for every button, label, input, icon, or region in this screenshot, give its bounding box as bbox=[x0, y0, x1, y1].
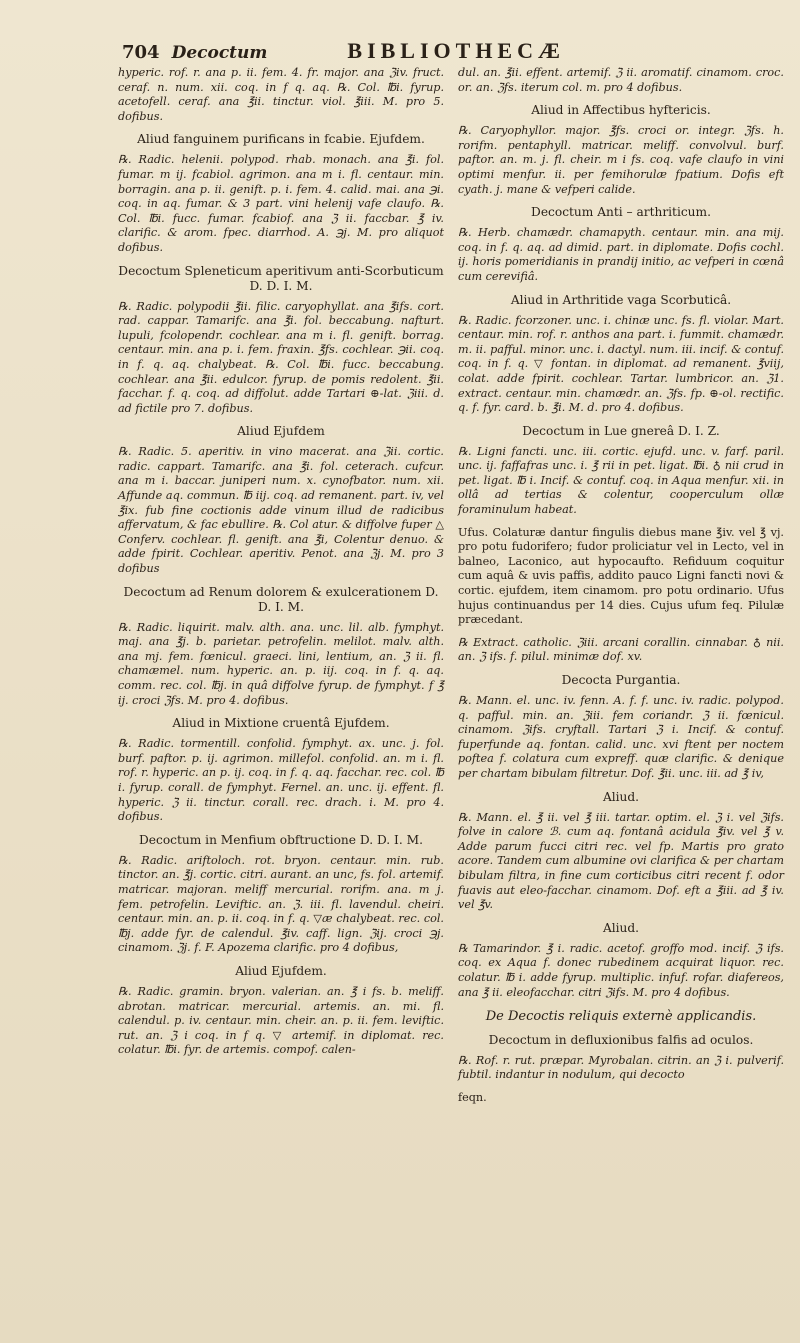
book-title: BIBLIOTHECÆ bbox=[347, 38, 565, 63]
recipe-heading: Decoctum Spleneticum aperitivum anti-Scorbuticum D. D. I. M. bbox=[118, 263, 444, 293]
running-head: Decoctum bbox=[171, 43, 268, 63]
recipe-text: ℞. Radic. liquirit. malv. alth. ana. unc. lil. alb. fymphyt. maj. ana ℥j. b. parietar. petrofelin. melilot. malv. alth. ana mj. fem. fœnicul. graeci. lini, lentium, an. ℨ ii. fl. chamæmel. num. hyperic. an. p. iij. coq. in f. q. aq. comm. rec. col. ℔j. in quâ diffolve fyrup. de fymphyt. f ℥ ij. croci ℨfs. M. pro 4. dofibus. bbox=[118, 620, 444, 707]
page-number: 704 bbox=[122, 42, 160, 63]
recipe-text: ℞. Radic. fcorzoner. unc. i. chinæ unc. fs. fl. violar. Mart. centaur. min. rof. r. anthos ana part. i. fummit. chamædr. m. ii. pafful. minor. unc. i. dactyl. num. iii. incif. & contuf. coq. in f. q. ▽ fontan. in diplomat. ad remanent. ℥viij, colat. adde fpirit. cochlear. Tartar. lumbricor. an. ℨ1. extract. centaur. min. chamædr. an. ℨfs. fp. ⊕-ol. rectific. q. f. fyr. card. b. ℥i. M. d. pro 4. dofibus. bbox=[458, 313, 784, 415]
recipe-heading: Aliud in Mixtione cruentâ Ejufdem. bbox=[172, 716, 390, 731]
recipe-text: ℞. Radic. tormentill. confolid. fymphyt. ax. unc. j. fol. burf. paftor. p. ij. agrimon. millefol. confolid. an. m i. fl. rof. r. hyperic. an p. ij. coq. in f. q. aq. facchar. rec. col. ℔ i. fyrup. corall. de fymphyt. Fernel. an. unc. ij. effent. fl. hyperic. ℨ ii. tinctur. corall. rec. drach. i. M. pro 4. dofibus. bbox=[118, 737, 444, 824]
recipe-heading: Decoctum in Menfium obftructione D. D. I. M. bbox=[139, 832, 423, 847]
recipe-heading: Aliud Ejufdem bbox=[237, 424, 325, 439]
recipe-heading: Aliud Ejufdem. bbox=[235, 963, 327, 978]
recipe-heading: Aliud in Affectibus hyftericis. bbox=[531, 103, 711, 118]
recipe-heading: Decoctum in Lue gnereâ D. I. Z. bbox=[522, 423, 720, 438]
recipe-text: ℞. Rof. r. rut. præpar. Myrobalan. citrin. an ℨ i. pulverif. fubtil. indantur in nodulum, qui decocto bbox=[458, 1053, 784, 1082]
recipe-text: ℞. Ligni fancti. unc. iii. cortic. ejufd. unc. v. farf. paril. unc. ij. faffafras unc. i. ℥ rii in pet. ligat. ℔i. ♁ nii crud in pet. ligat. ℔ i. Incif. & contuf. coq. in Aqua menfur. xii. in ollâ ad tertias & colentur, cooperculum ollæ foraminulum habeat. bbox=[458, 444, 784, 517]
recipe-heading: Decocta Purgantia. bbox=[561, 673, 681, 687]
recipe-text: ℞ Tamarindor. ℥ i. radic. acetof. groffo mod. incif. ℨ ifs. coq. ex Aqua f. donec rubedinem acquirat liquor. rec. colatur. ℔ i. adde fyrup. multiplic. infuf. rofar. diafereos, ana ℥ ii. eleofacchar. citri ℨifs. M. pro 4 dofibus. bbox=[458, 941, 784, 999]
page-header bbox=[122, 38, 760, 68]
recipe-text: ℞. Radic. 5. aperitiv. in vino macerat. ana ℨii. cortic. radic. cappart. Tamarifc. ana ℥i. fol. ceterach. cufcur. ana m i. baccar. juniperi num. x. cynofbator. num. xii. Affunde aq. commun. ℔ iij. coq. ad remanent. part. iv, vel ℥ix. fub fine coctionis adde vinum illud de radicibus affervatum, & fac ebullire. ℞. Col atur. & diffolve fuper △ Conferv. cochlear. fl. genift. ana ℥i, Colentur denuo. & adde fpirit. Cochlear. aperitiv. Penot. ana ℨj. M. pro 3 dofibus bbox=[118, 445, 444, 576]
recipe-text: ℞. Herb. chamædr. chamapyth. centaur. min. ana mij. coq. in f. q. aq. ad dimid. part. in diplomate. Dofis cochl. ij. horis pomeridianis in prandij initio, ac vefperi in cœnâ cum cerevifiâ. bbox=[458, 226, 784, 283]
recipe-heading: Aliud in Arthritide vaga Scorbuticâ. bbox=[510, 292, 732, 307]
recipe-heading: Aliud. bbox=[602, 920, 640, 935]
recipe-text: ℞. Radic. ariftoloch. rot. bryon. centaur. min. rub. tinctor. an. ℥j. cortic. citri. aurant. an unc, fs. fol. artemif. matricar. majoran. meliff mercurial. rorifm. ana. m j. fem. petrofelin. Leviftic. an. ℨ. iii. fl. lavendul. cheiri. centaur. min. an. p. ii. coq. in f. q. ▽æ chalybeat. rec. col. ℔j. adde fyr. de calendul. ℥iv. caff. lign. ℨij. croci ℈j. cinamom. ℨj. f. F. Apozema clarific. pro 4 dofibus, bbox=[118, 853, 444, 955]
recipe-text: dul. an. ℥ii. effent. artemif. ℨ ii. aromatif. cinamom. croc. or. an. ℨfs. iterum col. m. pro 4 dofibus. bbox=[458, 66, 784, 94]
recipe-heading: Decoctum in defluxionibus falfis ad oculos. bbox=[488, 1032, 754, 1047]
recipe-text: ℞. Radic. polypodii ℥ii. filic. caryophyllat. ana ℥ifs. cort. rad. cappar. Tamarifc. ana ℥i. fol. beccabung. nafturt. lupuli, fcolopendr. cochlear. ana m i. fl. genift. borrag. centaur. min. ana p. i. fem. fraxin. ℥fs. cochlear. ℈ii. coq. in f. q. aq. chalybeat. ℞. Col. ℔i. fucc. beccabung. cochlear. ana ℥ii. edulcor. fyrup. de pomis redolent. ℥ii. facchar. f. q. coq. ad diffolut. adde Tartari ⊕-lat. ℨiii. d. ad fictile pro 7. dofibus. bbox=[118, 299, 444, 415]
section-heading: De Decoctis reliquis externè applicandis. bbox=[485, 1009, 757, 1025]
recipe-heading: Aliud. bbox=[602, 789, 640, 804]
recipe-heading: Aliud fanguinem purificans in fcabie. Ejufdem. bbox=[137, 132, 425, 147]
recipe-heading: Decoctum ad Renum dolorem & exulcerationem D. D. I. M. bbox=[123, 584, 439, 614]
recipe-text: ℞ Extract. catholic. ℨiii. arcani corallin. cinnabar. ♁ nii. an. ℨ ifs. f. pilul. minimæ dof. xv. bbox=[458, 635, 784, 664]
recipe-text: feqn. bbox=[458, 1090, 487, 1104]
recipe-text: ℞. Radic. gramin. bryon. valerian. an. ℥ i fs. b. meliff. abrotan. matricar. mercurial. artemis. an. mi. fl. calendul. p. iv. centaur. min. cheir. an. p. ii. fem. leviftic. rut. an. ℨ i coq. in f q. ▽ artemif. in diplomat. rec. colatur. ℔i. fyr. de artemis. compof. calen- bbox=[118, 984, 444, 1057]
recipe-text: ℞. Caryophyllor. major. ℥fs. croci or. integr. ℨfs. h. rorifm. pentaphyll. matricar. meliff. convolvul. burf. paftor. an. m. j. fl. cheir. m i fs. coq. vafe claufo in vini optimi menfur. ii. per femihorulæ fpatium. Dofis eft cyath. j. mane & vefperi calide. bbox=[458, 124, 784, 196]
recipe-text: ℞. Mann. el. unc. iv. fenn. A. f. f. unc. iv. radic. polypod. q. pafful. min. an. ℨiii. fem coriandr. ℨ ii. fœnicul. cinamom. ℨifs. cryftall. Tartari ℨ i. Incif. & contuf. fuperfunde aq. fontan. calid. unc. xvi ftent per noctem poftea f. colatura cum expreff. quæ clarific. & denique per chartam bibulam filtretur. Dof. ℥ii. unc. iii. ad ℥ iv, bbox=[458, 694, 784, 780]
left-column bbox=[118, 66, 444, 1066]
recipe-text: hyperic. rof. r. ana p. ii. fem. 4. fr. major. ana ℨiv. fruct. ceraf. n. num. xii. coq. in f q. aq. ℞. Col. ℔i. fyrup. acetofell. ceraf. ana ℥ii. tinctur. viol. ℥iii. M. pro 5. dofibus. bbox=[118, 66, 444, 123]
right-column bbox=[458, 66, 784, 1113]
recipe-text: ℞. Mann. el. ℥ ii. vel ℥ iii. tartar. optim. el. ℨ i. vel ℨifs. folve in calore ℬ. cum aq. fontanâ acidula ℥iv. vel ℥ v. Adde parum fucci citri rec. vel fp. Martis pro grato acore. Tandem cum albumine ovi clarifica & per chartam bibulam filtra, in fine cum corticibus citri recent f. odor fuavis aut eleo-facchar. cinamom. Dof. eft a ℥iii. ad ℥ iv. vel ℥v. bbox=[458, 810, 784, 912]
recipe-text: Ufus. Colaturæ dantur fingulis diebus mane ℥iv. vel ℥ vj. pro potu fudorifero; fudor proliciatur vel in Lecto, vel in balneo, Laconico, aut hypocaufto. Refiduum coquitur cum aquâ & uvis paffis, addito pauco Ligni fancti novi & cortic. ejufdem, item cinamom. pro potu ordinario. Ufus hujus continuandus per 14 dies. Cujus ufum feq. Pilulæ præcedant. bbox=[458, 525, 784, 627]
recipe-text: ℞. Radic. helenii. polypod. rhab. monach. ana ℥i. fol. fumar. m ij. fcabiol. agrimon. ana m i. fl. centaur. min. borragin. ana p. ii. genift. p. i. fem. 4. calid. mai. ana ℈i. coq. in aq. fumar. & 3 part. vini helenij vafe claufo. ℞. Col. ℔i. fucc. fumar. fcabiof. ana ℨ ii. faccbar. ℥ iv. clarific. & arom. fpec. diarrhod. A. ℈j. M. pro aliquot dofibus. bbox=[118, 153, 444, 254]
recipe-heading: Decoctum Anti – arthriticum. bbox=[531, 205, 711, 220]
